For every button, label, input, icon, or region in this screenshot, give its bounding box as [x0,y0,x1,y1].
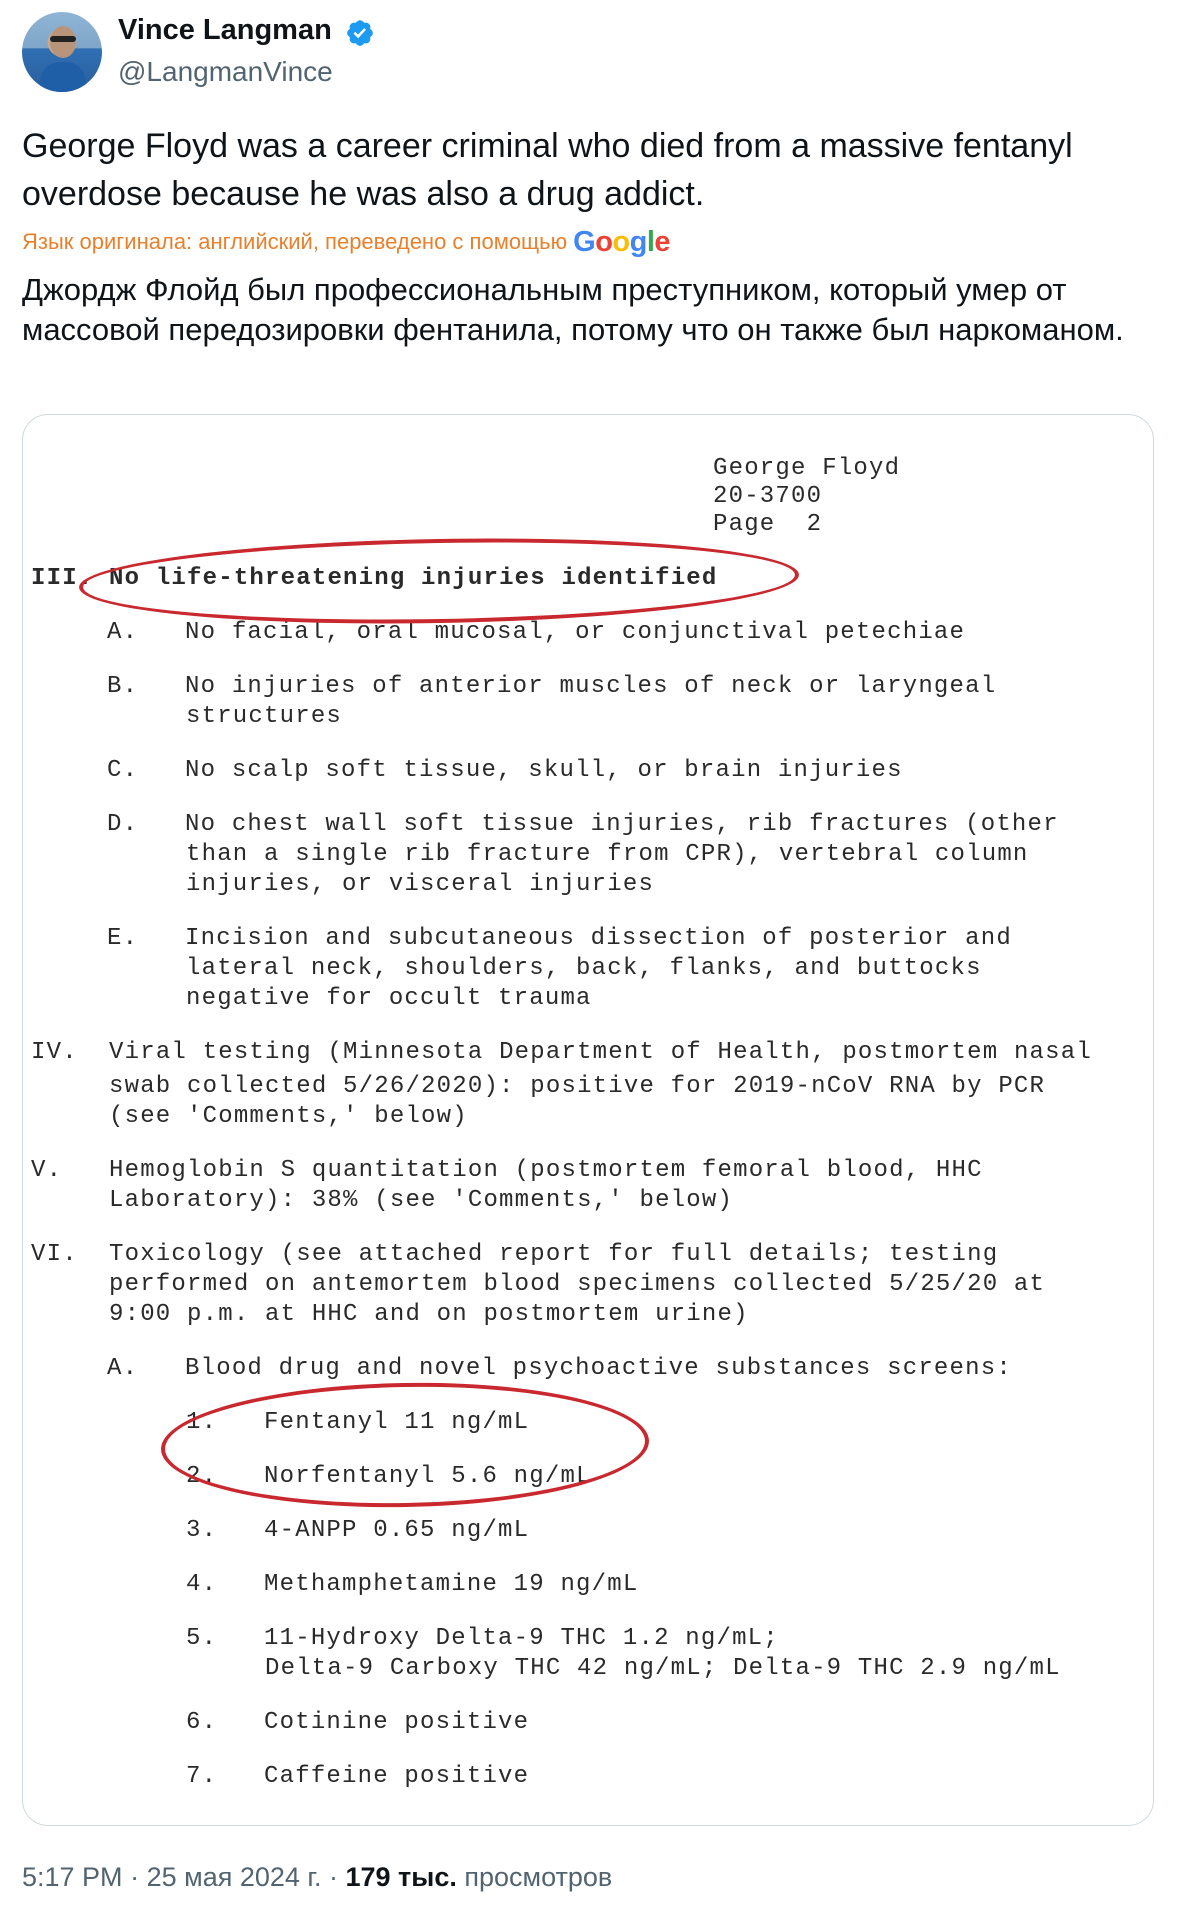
doc-line: than a single rib fracture from CPR), vertebral column [186,841,1029,868]
author-handle[interactable]: @LangmanVince [118,56,333,87]
translation-note: Язык оригинала: английский, переведено с помощью [22,229,568,254]
doc-line: V. Hemoglobin S quantitation (postmortem femoral blood, HHC [31,1157,983,1184]
tweet-date[interactable]: 25 мая 2024 г. [146,1862,322,1892]
annotation-ellipse-fentanyl [160,1379,650,1511]
doc-line: 9:00 p.m. at HHC and on postmortem urine) [109,1301,749,1328]
doc-line: negative for occult trauma [186,985,592,1012]
doc-line: 6. Cotinine positive [186,1709,530,1736]
doc-line: swab collected 5/26/2020): positive for 2019-nCoV RNA by PCR [109,1073,1046,1100]
doc-line: Laboratory): 38% (see 'Comments,' below) [109,1187,734,1214]
author-display-name[interactable]: Vince Langman [118,14,332,46]
doc-line: 1. Fentanyl 11 ng/mL [186,1409,530,1436]
views-label: просмотров [464,1862,613,1892]
doc-line: lateral neck, shoulders, back, flanks, and buttocks [186,955,982,982]
doc-line: 4. Methamphetamine 19 ng/mL [186,1571,639,1598]
doc-line: IV. Viral testing (Minnesota Department of Health, postmortem nasal [31,1039,1092,1066]
doc-line: injuries, or visceral injuries [186,871,655,898]
doc-line: Delta-9 Carboxy THC 42 ng/mL; Delta-9 THC 2.9 ng/mL [265,1655,1061,1682]
tweet-meta [22,1862,612,1893]
doc-line: C. No scalp soft tissue, skull, or brain injuries [107,757,903,784]
google-logo: Google [573,225,671,258]
doc-line: performed on antemortem blood specimens collected 5/25/20 at [109,1271,1046,1298]
tweet-text: George Floyd was a career criminal who died from a massive fentanyl overdose because he was also a drug addict. [22,127,1073,213]
views-count: 179 тыс. [345,1862,457,1892]
doc-line: 5. 11-Hydroxy Delta-9 THC 1.2 ng/mL; [186,1625,779,1652]
meta-separator: · [130,1862,140,1892]
autopsy-document [23,415,1153,1825]
translated-text: Джордж Флойд был профессиональным преступником, который умер от массовой передозировки фентанила, потому что он также был наркоманом. [22,272,1124,347]
doc-header-case: 20-3700 [713,483,823,510]
avatar[interactable] [22,12,102,92]
meta-separator: · [328,1862,338,1892]
doc-line: (see 'Comments,' below) [109,1103,468,1130]
verified-badge-icon [345,18,375,48]
doc-line: A. Blood drug and novel psychoactive substances screens: [107,1355,1012,1382]
doc-line: E. Incision and subcutaneous dissection of posterior and [107,925,1012,952]
doc-line: VI. Toxicology (see attached report for full details; testing [31,1241,999,1268]
tweet-image[interactable] [22,414,1154,1826]
tweet-time[interactable]: 5:17 PM [22,1862,123,1892]
annotation-ellipse-injuries [78,533,799,630]
doc-line: D. No chest wall soft tissue injuries, rib fractures (other [107,811,1059,838]
doc-line: 2. Norfentanyl 5.6 ng/mL [186,1463,592,1490]
avatar-head [50,26,76,58]
doc-line: A. No facial, oral mucosal, or conjunctival petechiae [107,619,966,646]
doc-header-name: George Floyd [713,455,901,482]
translation-attribution[interactable] [22,222,670,262]
avatar-shirt [40,62,86,92]
doc-header-page: Page 2 [713,511,823,538]
doc-line: 7. Caffeine positive [186,1763,530,1790]
doc-line: B. No injuries of anterior muscles of neck or laryngeal [107,673,997,700]
doc-line: structures [186,703,343,730]
doc-line: III. No life-threatening injuries identified [31,565,718,592]
doc-line: 3. 4-ANPP 0.65 ng/mL [186,1517,530,1544]
avatar-sunglasses [50,36,76,42]
